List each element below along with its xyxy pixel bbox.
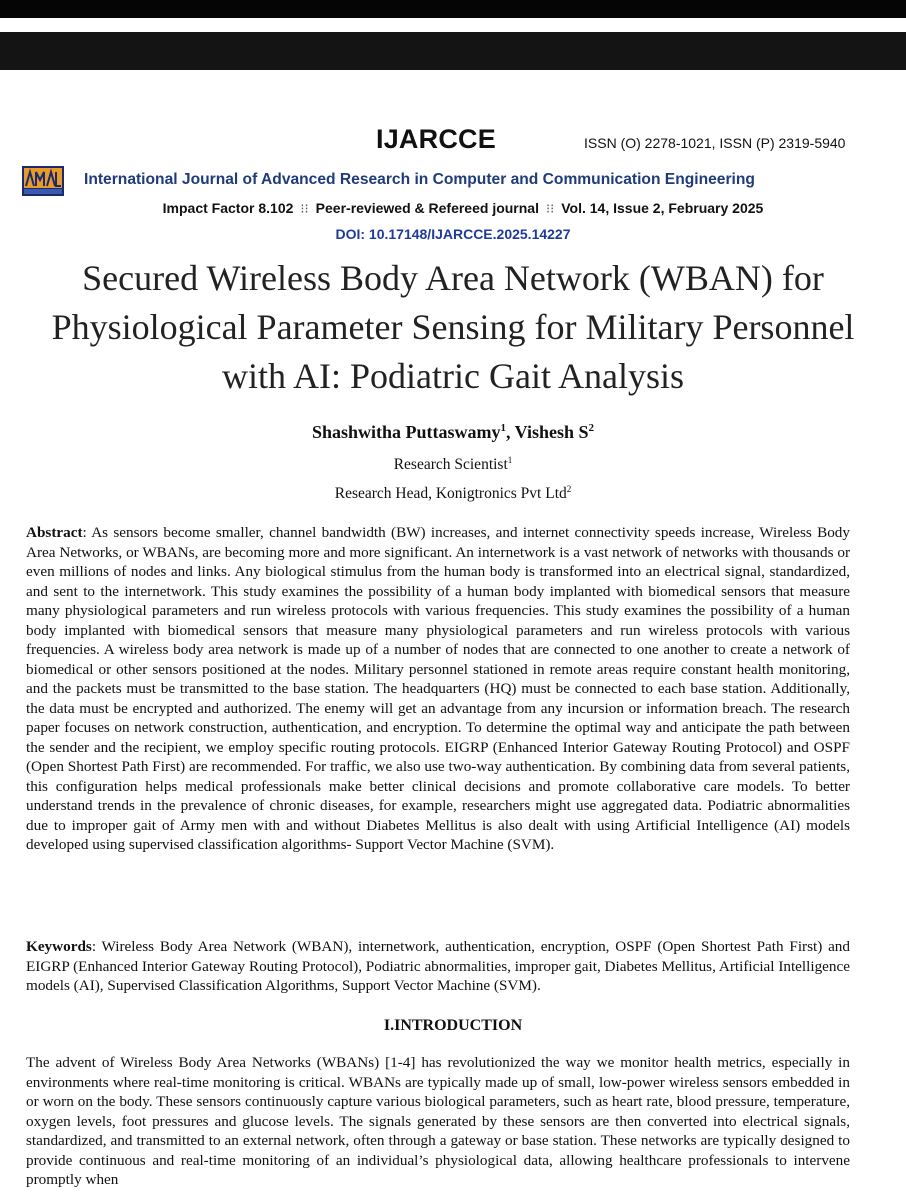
review-status: Peer-reviewed & Refereed journal	[315, 200, 539, 216]
affiliation-text: Research Head, Konigtronics Pvt Ltd	[334, 485, 567, 503]
journal-full-name: International Journal of Advanced Research in Computer and Communication Engineering	[84, 171, 755, 188]
abstract-label: Abstract	[26, 524, 83, 541]
affiliation-text: Research Scientist	[393, 456, 508, 474]
author-line	[0, 422, 906, 443]
top-gap	[0, 18, 906, 32]
section-heading: I.INTRODUCTION	[383, 1017, 523, 1034]
journal-abbreviation: IJARCCE	[376, 124, 496, 154]
viewer-toolbar-band	[0, 32, 906, 70]
author-separator: ,	[505, 422, 515, 442]
author-superscript: 2	[588, 422, 595, 434]
affiliation-line	[0, 455, 906, 474]
abstract-text: : As sensors become smaller, channel bandwidth (BW) increases, and internet connectivity speeds increase, Wireless Body Area Networks, or WBANs, are becoming more and more significant. An internetwork is a vast network of networks with thousands or even millions of nodes and links. Any biological stimulus from the human body is transformed into an electrical signal, standardized, and sent to the internetwork. This study examines the possibility of a human body implanted with biomedical sensors that measure many physiological parameters and run wireless protocols with various frequencies. This study examines the possibility of a human body implanted with biomedical sensors that measure many physiological parameters and run wireless protocols with various frequencies. A wireless body area network is made up of a number of nodes that are connected to one another to create a network of biomedical or other sensors positioned at the nodes. Military personnel stationed in remote areas require constant health monitoring, and the packets must be transmitted to the base station. The headquarters (HQ) must be connected to each base station. Additionally, the data must be encrypted and authorized. The enemy will get an advantage from any incursion or information breach. The research paper focuses on network construction, authentication, and encryption. To determine the optimal way and anticipate the path between the sender and the recipient, we employ specific routing protocols. EIGRP (Enhanced Interior Gateway Routing Protocol) and OSPF (Open Shortest Path First) are recommended. For traffic, we also use two-way authentication. By combining data from several patients, this configuration helps medical professionals make better clinical decisions and promote collaborative care models. To better understand trends in the prevalence of chronic diseases, for example, researchers might use aggregated data. Podiatric abnormalities due to improper gait of Army men with and without Diabetes Mellitus is also dealt with using Artificial Intelligence (AI) models developed using supervised classification algorithms- Support Vector Machine (SVM).	[26, 524, 850, 853]
doi-link[interactable]: DOI: 10.17148/IJARCCE.2025.14227	[335, 226, 571, 242]
impact-factor: Impact Factor 8.102	[162, 200, 294, 216]
keywords-text: : Wireless Body Area Network (WBAN), internetwork, authentication, encryption, OSPF (Open Shortest Path First) and EIGRP (Enhanced Interior Gateway Routing Protocol), Podiatric abnormalities, improper gait, Diabetes Mellitus, Artificial Intelligence models (AI), Supervised Classification Algorithms, Support Vector Machine (SVM).	[26, 938, 850, 994]
introduction-paragraph: The advent of Wireless Body Area Networks (WBANs) [1-4] has revolutionized the way we monitor health metrics, especially in environments where real-time monitoring is critical. WBANs are typically made up of small, low-power wireless sensors embedded in or worn on the body. These sensors continuously capture various biological parameters, such as heart rate, blood pressure, temperature, oxygen levels, foot pressures and glucose levels. The signals generated by these sensors are then converted into electrical signals, standardized, and transmitted to an external network, often through a gateway or base station. These networks are typically designed to provide continuous and real-time monitoring of an individual’s physiological data, allowing healthcare professionals to intervene promptly when	[26, 1054, 850, 1188]
paper-title: Secured Wireless Body Area Network (WBAN) for Physiological Parameter Sensing for Military Personnel with AI: Podiatric Gait Analysis	[51, 258, 855, 396]
journal-meta-line	[0, 200, 906, 217]
keywords-label: Keywords	[26, 938, 92, 955]
separator-icon: ⁝⁝	[545, 201, 555, 216]
affiliation-line	[0, 484, 906, 503]
keywords-paragraph	[26, 937, 850, 996]
separator-icon: ⁝⁝	[300, 201, 309, 216]
journal-logo-icon	[22, 166, 64, 196]
top-status-bar	[0, 0, 906, 18]
author-name: Vishesh S	[514, 422, 589, 442]
author-name: Shashwitha Puttaswamy	[311, 422, 501, 442]
affiliation-superscript: 1	[507, 455, 513, 465]
abstract-paragraph	[26, 523, 850, 855]
author-superscript: 1	[500, 422, 506, 434]
volume-issue: Vol. 14, Issue 2, February 2025	[561, 200, 764, 216]
issn-line: ISSN (O) 2278-1021, ISSN (P) 2319-5940	[584, 135, 846, 151]
affiliation-superscript: 2	[566, 484, 572, 494]
